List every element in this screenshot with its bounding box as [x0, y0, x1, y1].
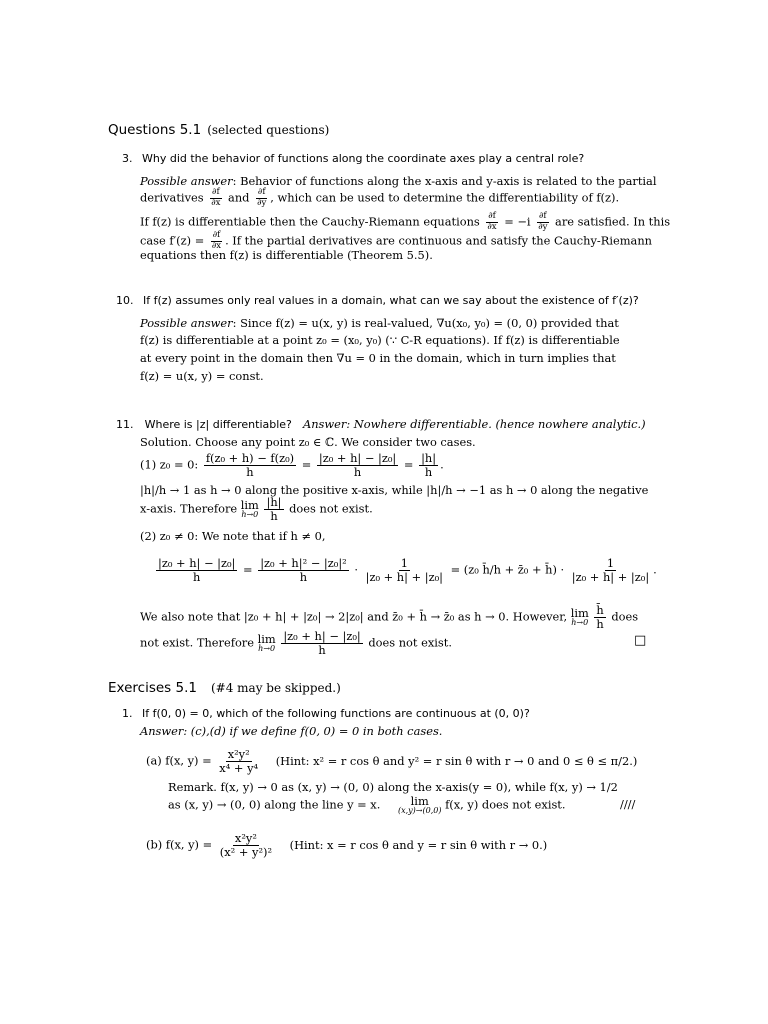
den: h	[318, 643, 326, 658]
q10-answer-line2: f(z) is differentiable at a point z₀ = (x₀, y₀) (∵ C-R equations). If f(z) is differentiable	[140, 333, 620, 347]
fraction	[317, 452, 398, 479]
fraction	[264, 496, 283, 523]
lim-sub: (x,y)→(0,0)	[397, 806, 442, 816]
num: |z₀ + h| − |z₀|	[158, 556, 236, 570]
text: f(x, y) does not exist.	[445, 797, 566, 812]
num: x²y²	[227, 747, 250, 761]
q11-case1: (1) z₀ = 0: $\frac{\text{f(z₀ + h) − f(z₀)}}{h}$ = $\frac{\text{|z₀ + h| − |z₀|}}{h}$ = $\frac{|h|}{h}$ .	[140, 451, 444, 480]
q11-limit-line: |h|/h → 1 as h → 0 along the positive x-axis, while |h|/h → −1 as h → 0 along the negative	[140, 483, 649, 497]
text: and	[228, 190, 250, 205]
exercise-1	[122, 707, 530, 720]
num: ∂f	[257, 187, 266, 197]
lim-text: lim	[240, 497, 259, 512]
den: x⁴ + y⁴	[219, 761, 259, 776]
partial-df-dy	[536, 212, 549, 233]
den: h	[353, 465, 362, 480]
exercises-subtitle: (#4 may be skipped.)	[210, 681, 341, 695]
exercise-1b	[146, 832, 547, 859]
fraction	[281, 630, 362, 657]
exercises-title: Exercises 5.1	[108, 680, 197, 696]
text: =	[301, 457, 312, 472]
fraction	[156, 557, 237, 584]
fraction	[419, 452, 438, 479]
q11-case2: (2) z₀ ≠ 0: We note that if h ≠ 0,	[140, 529, 326, 543]
lim-sub: h→0	[241, 510, 259, 520]
text: = −i	[504, 214, 531, 229]
exercise-1a-remark2	[168, 796, 566, 815]
num: ∂f	[488, 211, 496, 221]
q11-therefore-line	[140, 496, 373, 523]
q10-answer-line3: at every point in the domain then ∇u = 0 in the domain, which in turn implies that	[140, 351, 616, 365]
limit	[240, 497, 259, 520]
text: (b) f(x, y) =	[146, 837, 213, 852]
text: =	[450, 562, 461, 577]
partial-df-dx	[485, 212, 498, 233]
question-text: Why did the behavior of functions along the coordinate axes play a central role?	[142, 152, 585, 165]
text: We also note that |z₀ + h| + |z₀| → 2|z₀| and z̄₀ + h̄ → z̄₀ as h → 0. However,	[140, 609, 568, 624]
num: 1	[606, 556, 615, 570]
lim-text: lim	[410, 794, 429, 808]
den: |z₀ + h| + |z₀|	[571, 570, 650, 585]
text: not exist. Therefore	[140, 635, 254, 650]
fraction	[258, 557, 349, 584]
limit	[570, 605, 589, 628]
den: ∂x	[211, 240, 222, 251]
answer-label: Possible answer	[140, 316, 233, 330]
text: does not exist.	[368, 635, 452, 650]
text: If f(z) is differentiable then the Cauchy-Riemann equations	[140, 214, 480, 229]
num: x²y²	[234, 831, 257, 845]
num: 1	[400, 556, 408, 570]
partial-df-dy	[255, 188, 268, 209]
text: does not exist.	[289, 501, 373, 516]
answer-text: : Behavior of functions along the x-axis and y-axis is related to the partial	[232, 174, 657, 188]
text: does	[611, 609, 639, 624]
num: |z₀ + h| − |z₀|	[318, 451, 397, 465]
den: ∂y	[257, 197, 267, 208]
text: (a) f(x, y) =	[146, 753, 212, 768]
exercise-number: 1.	[122, 707, 133, 720]
num: |h|	[266, 495, 282, 509]
qed-symbol: □	[634, 633, 647, 648]
exercise-text: If f(0, 0) = 0, which of the following functions are continuous at (0, 0)?	[142, 707, 530, 720]
q10-answer-line1	[140, 316, 619, 330]
questions-heading	[108, 122, 329, 138]
question-text: If f(z) assumes only real values in a domain, what can we say about the existence of f′(z)?	[143, 294, 639, 307]
den: ∂y	[538, 221, 548, 232]
num: f(z₀ + h) − f(z₀)	[205, 451, 295, 465]
text: as (x, y) → (0, 0) along the line y = x.	[168, 797, 381, 812]
hint: (Hint: x = r cos θ and y = r sin θ with r → 0.)	[289, 837, 548, 852]
den: |z₀ + h| + |z₀|	[365, 570, 444, 585]
question-number: 11.	[116, 418, 134, 431]
q3-answer-line2	[140, 188, 619, 209]
question-number: 3.	[122, 152, 133, 165]
question-3	[122, 152, 584, 165]
den: h	[246, 465, 254, 480]
den: h	[299, 570, 308, 585]
den: h	[424, 465, 433, 480]
fraction	[217, 748, 260, 775]
q11-final-line	[140, 630, 452, 657]
text: are satisfied. In this	[555, 214, 671, 229]
partial-df-dx	[209, 188, 222, 209]
text: =	[243, 562, 253, 577]
num: ∂f	[212, 230, 221, 240]
question-text: Where is |z| differentiable?	[144, 418, 292, 431]
limit	[398, 796, 441, 815]
fraction	[218, 832, 274, 859]
q11-case2-equation: $\frac{\text{|z₀ + h| − |z₀|}}{h}$ = $\frac{\text{|z₀ + h|² − |z₀|²}}{h}$ · $\frac{1}{\text{|z₀ + h| + |z₀|}}$ = (z₀ h̄/h + z̄₀ + h̄) · $\frac{1}{\text{|z₀ + h| + |z₀|}}$ .	[158, 556, 657, 585]
text: x-axis. Therefore	[140, 501, 238, 516]
num: |z₀ + h| − |z₀|	[283, 629, 361, 643]
q11-solution: Solution. Choose any point z₀ ∈ ℂ. We consider two cases.	[140, 435, 476, 449]
lim-text: lim	[570, 605, 589, 620]
den: h	[193, 570, 201, 585]
answer-text: : Since f(z) = u(x, y) is real-valued, ∇u(x₀, y₀) = (0, 0) provided that	[232, 316, 619, 330]
paren-expr: z₀ h̄/h + z̄₀ + h̄	[468, 562, 553, 577]
num: ∂f	[212, 187, 220, 197]
num: ∂f	[539, 211, 547, 221]
text: (1) z₀ = 0:	[140, 457, 199, 472]
fraction	[364, 557, 445, 584]
answer-text: Answer: Nowhere differentiable. (hence nowhere analytic.)	[302, 417, 646, 431]
den: ∂x	[487, 221, 497, 232]
den: h	[270, 509, 278, 524]
question-11	[116, 413, 646, 432]
question-number: 10.	[116, 294, 134, 307]
num: |z₀ + h|² − |z₀|²	[260, 556, 347, 570]
exercises-heading	[108, 680, 341, 696]
lim-text: lim	[257, 631, 276, 646]
den: h	[596, 617, 604, 632]
den: (x² + y²)²	[219, 845, 273, 860]
exercise-1a-remark1: Remark. f(x, y) → 0 as (x, y) → (0, 0) along the x-axis(y = 0), while f(x, y) → 1/2	[168, 780, 618, 794]
questions-subtitle: (selected questions)	[207, 123, 330, 137]
text: case f′(z) =	[140, 233, 205, 248]
questions-title: Questions 5.1	[108, 122, 202, 138]
hint: (Hint: x² = r cos θ and y² = r sin θ with r → 0 and 0 ≤ θ ≤ π/2.)	[275, 753, 638, 768]
text: . If the partial derivatives are continuous and satisfy the Cauchy-Riemann	[225, 233, 653, 248]
num: h̄	[596, 603, 604, 617]
text: derivatives	[140, 190, 204, 205]
limit	[257, 631, 276, 654]
fraction	[570, 557, 651, 584]
question-10	[116, 294, 639, 307]
fraction	[594, 604, 605, 631]
answer-label: Possible answer	[140, 174, 233, 188]
exercise-1a	[146, 748, 637, 775]
text: =	[403, 457, 414, 472]
lim-sub: h→0	[571, 618, 589, 628]
q3-answer-line5: equations then f(z) is differentiable (Theorem 5.5).	[140, 248, 433, 262]
exercise-1-answer: Answer: (c),(d) if we define f(0, 0) = 0 in both cases.	[140, 724, 443, 738]
den: ∂x	[211, 197, 221, 208]
q11-note-line	[140, 604, 638, 631]
end-marker: ////	[620, 797, 636, 811]
num: |h|	[421, 451, 437, 465]
fraction	[204, 452, 296, 479]
q3-answer-line1	[140, 174, 656, 188]
text: , which can be used to determine the differentiability of f(z).	[270, 190, 620, 205]
lim-sub: h→0	[258, 644, 276, 654]
q10-answer-line4: f(z) = u(x, y) = const.	[140, 369, 264, 383]
